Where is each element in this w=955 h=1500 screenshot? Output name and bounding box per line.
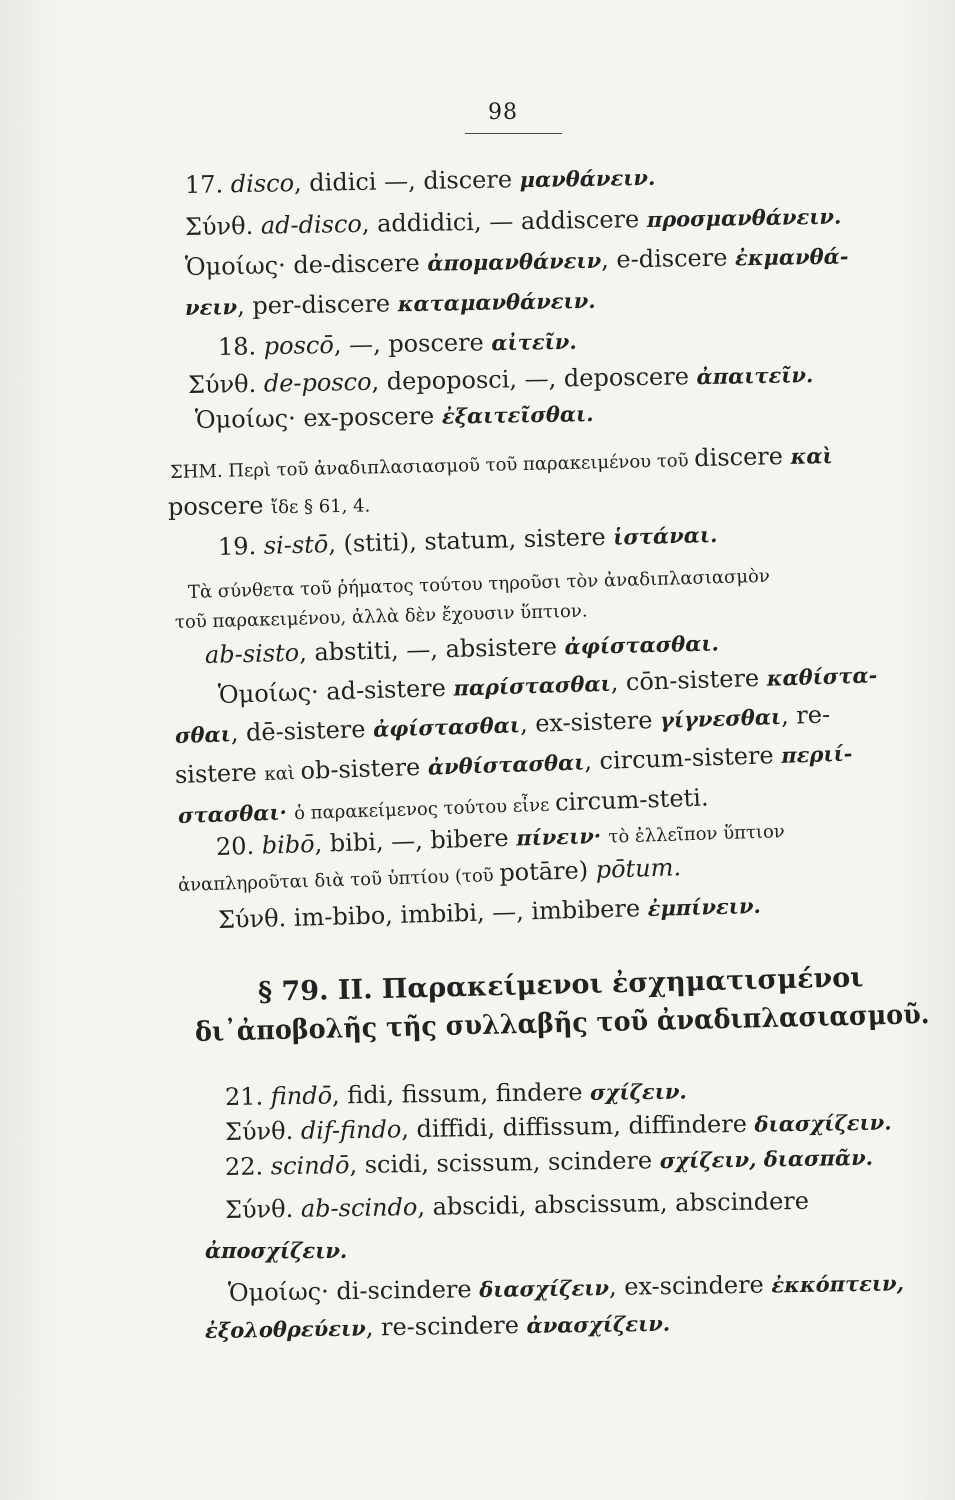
greek-gloss: ἱστάναι.	[612, 521, 718, 550]
greek-gloss: μανθάνειν.	[519, 164, 656, 193]
greek-gloss: ἐμπίνειν.	[647, 892, 762, 921]
latin-text: , —, poscere	[333, 328, 492, 359]
latin-text: Σύνθ.	[187, 369, 265, 399]
greek-gloss: ἀνθίστασθαι	[427, 749, 585, 780]
latin-text: Σύνθ. im-bibo, imbibi, —, imbibere	[217, 894, 649, 934]
latin-text: Ὁμοίως· ad-sistere	[217, 673, 454, 709]
greek-gloss: ἐξαιτεῖσθαι.	[441, 401, 594, 429]
text-line	[218, 326, 577, 363]
greek-gloss: σχίζειν, διασπᾶν.	[659, 1144, 874, 1174]
latin-text: 20.	[215, 831, 263, 861]
latin-text: 17.	[184, 170, 232, 199]
text-line	[225, 1142, 873, 1183]
greek-gloss: σθαι	[174, 721, 232, 748]
latin-text: , abstiti, —, absistere	[298, 632, 565, 667]
latin-text: , per-discere	[236, 289, 399, 321]
latin-stem: ad-disco	[260, 209, 363, 240]
latin-text: 21.	[224, 1082, 271, 1111]
greek-note: Τὰ σύνθετα τοῦ ῥήματος τούτου τηροῦσι τὸν ἀναδιπλασιασμὸν	[187, 565, 771, 603]
latin-text: , depoposci, —, deposcere	[371, 362, 697, 396]
greek-gloss: ἀφίστασθαι	[372, 712, 521, 742]
greek-gloss: περιί-	[780, 740, 853, 768]
latin-text: , fidi, fissum, findere	[331, 1077, 591, 1110]
latin-text: discere	[693, 441, 791, 473]
greek-gloss: ἀποσχίζειν.	[205, 1238, 348, 1263]
section-heading-line-1: § 79. II. Παρακείμενοι ἐσχηματισμένοι	[257, 962, 864, 1008]
greek-gloss: παρίστασθαι	[453, 670, 612, 701]
greek-note: καὶ	[264, 762, 301, 786]
latin-text: , didici —, discere	[293, 165, 520, 198]
greek-gloss: καθίστα-	[766, 662, 878, 691]
text-line	[185, 201, 842, 243]
greek-note: ΣΗΜ. Περὶ τοῦ ἀναδιπλασιασμοῦ τοῦ παρακειμένου τοῦ	[169, 450, 695, 483]
greek-gloss: στασθαι·	[177, 799, 295, 828]
greek-gloss: διασχίζειν	[479, 1275, 610, 1303]
latin-text: potāre)	[498, 855, 597, 887]
latin-text: , ex-scindere	[608, 1270, 772, 1302]
latin-text: 22.	[224, 1152, 272, 1181]
text-line	[188, 359, 814, 401]
latin-text: Ὁμοίως· de-discere	[184, 248, 428, 281]
greek-gloss: καὶ	[790, 442, 833, 469]
greek-gloss: ἀφίστασθαι.	[564, 630, 720, 660]
latin-text: , scidi, scissum, scindere	[349, 1146, 660, 1180]
latin-text: circum-steti.	[554, 783, 709, 817]
greek-gloss: προσμανθάνειν.	[646, 203, 842, 232]
text-line	[185, 285, 596, 323]
text-line	[218, 519, 718, 563]
latin-text: Σύνθ.	[184, 211, 262, 241]
text-line	[168, 488, 371, 525]
latin-text: , ex-sistere	[519, 705, 661, 739]
greek-note: τὸ ἐλλεῖπον ὕπτιον	[608, 821, 786, 848]
latin-text: , diffidi, diffissum, diffindere	[401, 1109, 755, 1144]
page-number-rule	[465, 133, 562, 134]
text-line	[195, 398, 594, 436]
page-number: 98	[488, 100, 518, 125]
latin-stem: bibō	[261, 829, 316, 860]
text-line	[228, 1267, 904, 1309]
section-heading-line-2: δι᾽ἀποβολῆς τῆς συλλαβῆς τοῦ ἀναδιπλασιασμοῦ.	[194, 999, 930, 1048]
latin-text: Ὁμοίως· ex-poscere	[194, 401, 443, 434]
latin-text: poscere	[167, 491, 272, 521]
latin-text: , dē-sistere	[230, 714, 374, 748]
greek-gloss: καταμανθάνειν.	[397, 287, 596, 317]
greek-gloss: ἀπομανθάνειν	[427, 247, 602, 276]
latin-stem: de-posco	[263, 367, 372, 398]
greek-gloss: ἐκμανθά-	[734, 243, 849, 271]
latin-stem: ab-scindo	[300, 1192, 418, 1223]
latin-text: , addidici, — addiscere	[361, 204, 648, 238]
latin-text: , abscidi, abscissum, abscindere	[417, 1186, 810, 1221]
greek-note: ὁ παρακείμενος τούτου εἶνε	[293, 794, 556, 825]
text-line	[225, 1186, 809, 1225]
latin-text: , circum-sistere	[583, 740, 782, 776]
latin-stem: pōtum.	[595, 853, 682, 884]
latin-text: Ὁμοίως· di-scindere	[227, 1275, 480, 1307]
text-line	[185, 162, 656, 201]
greek-gloss: ἐξολοθρεύειν	[204, 1315, 366, 1343]
text-line	[185, 240, 849, 283]
greek-gloss: γίγνεσθαι	[659, 703, 782, 733]
latin-text: , e-discere	[600, 243, 736, 274]
latin-text: , re-	[780, 700, 831, 730]
text-line	[205, 1308, 671, 1346]
latin-text: ob-sistere	[300, 752, 429, 785]
latin-text: sistere	[174, 758, 265, 789]
greek-gloss: ἐκκόπτειν,	[771, 1270, 905, 1298]
latin-text: Σύνθ.	[224, 1194, 302, 1224]
latin-text: , cōn-sistere	[610, 663, 768, 697]
latin-stem: si-stō	[263, 530, 329, 560]
latin-stem: disco	[230, 169, 295, 199]
text-line	[225, 1076, 687, 1113]
greek-gloss: ἀπαιτεῖν.	[696, 362, 814, 390]
latin-text: 19.	[217, 531, 265, 561]
latin-stem: dif-findo	[300, 1115, 402, 1145]
greek-gloss: ἀνασχίζειν.	[526, 1310, 671, 1338]
greek-gloss: πίνειν·	[515, 822, 609, 851]
latin-stem: scindō	[270, 1151, 350, 1181]
text-line	[225, 1107, 892, 1148]
greek-gloss: νειν	[184, 294, 238, 320]
latin-stem: findō	[270, 1081, 333, 1111]
greek-note: ἀναπληροῦται διὰ τοῦ ὑπτίου (τοῦ	[177, 864, 500, 896]
text-line	[170, 440, 833, 488]
greek-note: τοῦ παρακειμένου, ἀλλὰ δὲν ἔχουσιν ὕπτιον.	[174, 600, 588, 633]
latin-text: 18.	[217, 332, 265, 361]
latin-text: , re-scindere	[365, 1310, 527, 1342]
greek-gloss: αἰτεῖν.	[491, 328, 577, 356]
greek-note: ἴδε § 61, 4.	[270, 495, 371, 519]
latin-text: Σύνθ.	[224, 1116, 302, 1146]
latin-stem: ab-sisto	[204, 638, 300, 669]
greek-gloss: διασχίζειν.	[754, 1109, 892, 1137]
latin-text: , (stiti), statum, sistere	[327, 522, 614, 559]
latin-text: , bibi, —, bibere	[314, 823, 517, 858]
greek-gloss: σχίζειν.	[589, 1078, 687, 1105]
text-line	[205, 1235, 347, 1266]
latin-stem: poscō	[263, 330, 335, 361]
